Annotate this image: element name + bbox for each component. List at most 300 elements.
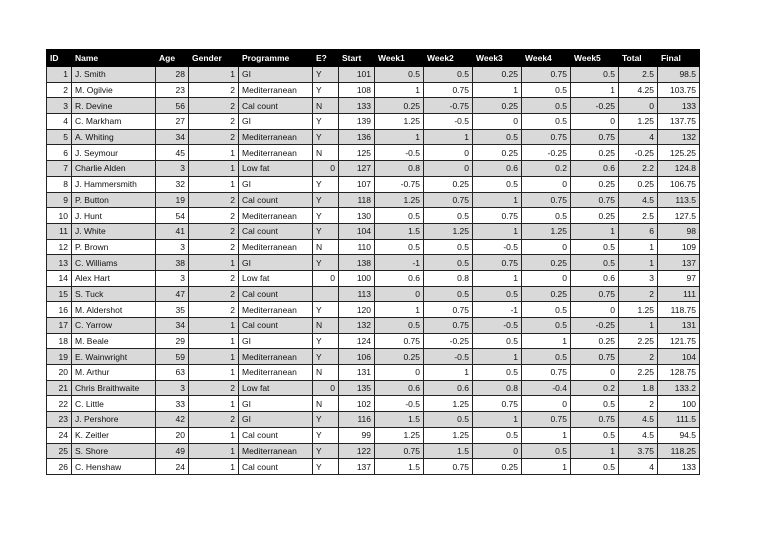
cell-final: 94.5 xyxy=(658,427,700,443)
cell-week4: 0.5 xyxy=(522,349,571,365)
cell-week1: 0.5 xyxy=(375,67,424,83)
table-row xyxy=(47,427,700,443)
cell-start: 127 xyxy=(339,161,375,177)
cell-start: 138 xyxy=(339,255,375,271)
cell-gender: 2 xyxy=(189,208,239,224)
cell-id: 20 xyxy=(47,365,72,381)
cell-week5: 0.5 xyxy=(571,255,619,271)
cell-start: 108 xyxy=(339,82,375,98)
cell-week2: 0.75 xyxy=(424,302,473,318)
column-header-name: Name xyxy=(72,50,156,67)
cell-gender: 2 xyxy=(189,302,239,318)
cell-id: 26 xyxy=(47,459,72,475)
cell-e: Y xyxy=(313,302,339,318)
table-row xyxy=(47,349,700,365)
cell-total: 1 xyxy=(619,255,658,271)
cell-final: 121.75 xyxy=(658,333,700,349)
cell-name: J. Hammersmith xyxy=(72,176,156,192)
cell-final: 98 xyxy=(658,223,700,239)
cell-start: 106 xyxy=(339,349,375,365)
table-row xyxy=(47,396,700,412)
cell-week2: 1 xyxy=(424,129,473,145)
cell-week5: 0.75 xyxy=(571,412,619,428)
cell-gender: 2 xyxy=(189,223,239,239)
column-header-week2: Week2 xyxy=(424,50,473,67)
cell-week1: 1 xyxy=(375,129,424,145)
cell-name: Charlie Alden xyxy=(72,161,156,177)
cell-e: Y xyxy=(313,443,339,459)
cell-week2: 0.25 xyxy=(424,176,473,192)
cell-start: 104 xyxy=(339,223,375,239)
cell-age: 35 xyxy=(156,302,189,318)
cell-name: C. Markham xyxy=(72,114,156,130)
table-row xyxy=(47,161,700,177)
cell-programme: Mediterranean xyxy=(239,239,313,255)
cell-total: 6 xyxy=(619,223,658,239)
cell-age: 20 xyxy=(156,427,189,443)
column-header-programme: Programme xyxy=(239,50,313,67)
cell-gender: 1 xyxy=(189,333,239,349)
cell-week5: 0.25 xyxy=(571,176,619,192)
cell-age: 23 xyxy=(156,82,189,98)
cell-week1: -0.75 xyxy=(375,176,424,192)
table-body xyxy=(47,67,700,475)
cell-week3: 1 xyxy=(473,192,522,208)
cell-final: 133 xyxy=(658,459,700,475)
cell-week3: 0.25 xyxy=(473,459,522,475)
cell-week1: 1 xyxy=(375,82,424,98)
cell-week2: 1 xyxy=(424,365,473,381)
cell-name: C. Little xyxy=(72,396,156,412)
cell-e: Y xyxy=(313,176,339,192)
table-row xyxy=(47,302,700,318)
cell-week1: 1.25 xyxy=(375,192,424,208)
cell-week4: 0.5 xyxy=(522,443,571,459)
cell-age: 42 xyxy=(156,412,189,428)
cell-week5: 0.25 xyxy=(571,145,619,161)
cell-total: 4.5 xyxy=(619,192,658,208)
cell-week3: 0.25 xyxy=(473,67,522,83)
cell-total: 2.2 xyxy=(619,161,658,177)
cell-age: 59 xyxy=(156,349,189,365)
cell-total: 1 xyxy=(619,318,658,334)
cell-week4: 0.25 xyxy=(522,255,571,271)
cell-week2: 0.5 xyxy=(424,208,473,224)
cell-age: 34 xyxy=(156,129,189,145)
cell-programme: GI xyxy=(239,412,313,428)
cell-e: Y xyxy=(313,223,339,239)
cell-e: N xyxy=(313,98,339,114)
column-header-total: Total xyxy=(619,50,658,67)
cell-start: 124 xyxy=(339,333,375,349)
cell-age: 49 xyxy=(156,443,189,459)
cell-week5: 0 xyxy=(571,365,619,381)
cell-name: Chris Braithwaite xyxy=(72,380,156,396)
cell-programme: Mediterranean xyxy=(239,82,313,98)
cell-week2: 0.75 xyxy=(424,318,473,334)
cell-final: 137.75 xyxy=(658,114,700,130)
cell-week2: 0 xyxy=(424,161,473,177)
table-row xyxy=(47,82,700,98)
cell-start: 113 xyxy=(339,286,375,302)
table-row xyxy=(47,380,700,396)
cell-week4: 0.5 xyxy=(522,208,571,224)
cell-start: 99 xyxy=(339,427,375,443)
cell-week4: -0.4 xyxy=(522,380,571,396)
cell-week5: 0.5 xyxy=(571,427,619,443)
cell-id: 17 xyxy=(47,318,72,334)
cell-gender: 1 xyxy=(189,443,239,459)
cell-gender: 2 xyxy=(189,129,239,145)
cell-id: 12 xyxy=(47,239,72,255)
cell-week2: 0.5 xyxy=(424,239,473,255)
cell-week5: 1 xyxy=(571,443,619,459)
cell-week3: 0 xyxy=(473,443,522,459)
cell-week3: 0.5 xyxy=(473,176,522,192)
cell-week4: 0.5 xyxy=(522,302,571,318)
cell-start: 137 xyxy=(339,459,375,475)
cell-name: M. Ogilvie xyxy=(72,82,156,98)
cell-age: 3 xyxy=(156,161,189,177)
cell-total: 1.25 xyxy=(619,302,658,318)
cell-age: 56 xyxy=(156,98,189,114)
cell-total: 1 xyxy=(619,239,658,255)
cell-e: Y xyxy=(313,333,339,349)
cell-programme: Cal count xyxy=(239,98,313,114)
cell-week2: 0 xyxy=(424,145,473,161)
cell-gender: 2 xyxy=(189,286,239,302)
cell-week2: 0.8 xyxy=(424,270,473,286)
cell-total: 2 xyxy=(619,349,658,365)
cell-final: 113.5 xyxy=(658,192,700,208)
cell-week1: 0.5 xyxy=(375,208,424,224)
cell-week1: 0.6 xyxy=(375,270,424,286)
cell-age: 3 xyxy=(156,239,189,255)
cell-age: 28 xyxy=(156,67,189,83)
cell-final: 111.5 xyxy=(658,412,700,428)
cell-week3: 0.25 xyxy=(473,98,522,114)
cell-week4: -0.25 xyxy=(522,145,571,161)
cell-start: 102 xyxy=(339,396,375,412)
cell-week5: 0 xyxy=(571,302,619,318)
cell-programme: Cal count xyxy=(239,318,313,334)
cell-name: J. White xyxy=(72,223,156,239)
cell-e: Y xyxy=(313,208,339,224)
cell-e xyxy=(313,286,339,302)
cell-gender: 2 xyxy=(189,412,239,428)
cell-total: -0.25 xyxy=(619,145,658,161)
cell-programme: GI xyxy=(239,114,313,130)
cell-id: 2 xyxy=(47,82,72,98)
cell-gender: 1 xyxy=(189,176,239,192)
cell-age: 3 xyxy=(156,270,189,286)
cell-e: 0 xyxy=(313,270,339,286)
cell-final: 132 xyxy=(658,129,700,145)
cell-week4: 0.75 xyxy=(522,129,571,145)
cell-e: Y xyxy=(313,427,339,443)
cell-week5: 0.25 xyxy=(571,208,619,224)
cell-id: 8 xyxy=(47,176,72,192)
cell-final: 103.75 xyxy=(658,82,700,98)
cell-week3: -0.5 xyxy=(473,239,522,255)
cell-week2: 1.5 xyxy=(424,443,473,459)
cell-e: 0 xyxy=(313,161,339,177)
cell-week4: 0.75 xyxy=(522,412,571,428)
cell-gender: 2 xyxy=(189,82,239,98)
cell-week5: 0 xyxy=(571,114,619,130)
cell-name: K. Zeitler xyxy=(72,427,156,443)
cell-week1: 1.5 xyxy=(375,459,424,475)
cell-week5: 0.75 xyxy=(571,349,619,365)
cell-age: 33 xyxy=(156,396,189,412)
cell-final: 109 xyxy=(658,239,700,255)
cell-week5: 0.6 xyxy=(571,270,619,286)
cell-week5: 0.5 xyxy=(571,239,619,255)
cell-total: 3.75 xyxy=(619,443,658,459)
table-row xyxy=(47,286,700,302)
cell-week5: -0.25 xyxy=(571,98,619,114)
cell-week1: -1 xyxy=(375,255,424,271)
cell-name: M. Aldershot xyxy=(72,302,156,318)
cell-age: 3 xyxy=(156,380,189,396)
cell-week4: 0.75 xyxy=(522,192,571,208)
cell-programme: Low fat xyxy=(239,161,313,177)
table-row xyxy=(47,318,700,334)
table-row xyxy=(47,208,700,224)
cell-total: 2.5 xyxy=(619,67,658,83)
cell-total: 4.5 xyxy=(619,427,658,443)
cell-gender: 1 xyxy=(189,427,239,443)
cell-e: Y xyxy=(313,67,339,83)
cell-programme: GI xyxy=(239,333,313,349)
cell-week2: 1.25 xyxy=(424,396,473,412)
data-table xyxy=(46,49,700,475)
cell-total: 2 xyxy=(619,286,658,302)
cell-id: 22 xyxy=(47,396,72,412)
cell-final: 124.8 xyxy=(658,161,700,177)
cell-week2: 0.5 xyxy=(424,255,473,271)
cell-id: 14 xyxy=(47,270,72,286)
cell-programme: Mediterranean xyxy=(239,145,313,161)
cell-programme: Low fat xyxy=(239,380,313,396)
cell-week4: 0.5 xyxy=(522,98,571,114)
cell-age: 24 xyxy=(156,459,189,475)
cell-week2: 0.5 xyxy=(424,67,473,83)
cell-week1: 0 xyxy=(375,286,424,302)
column-header-age: Age xyxy=(156,50,189,67)
cell-total: 4 xyxy=(619,459,658,475)
cell-gender: 2 xyxy=(189,192,239,208)
cell-week5: 0.6 xyxy=(571,161,619,177)
cell-week4: 0.5 xyxy=(522,318,571,334)
cell-final: 106.75 xyxy=(658,176,700,192)
cell-week3: 0.5 xyxy=(473,365,522,381)
cell-name: J. Seymour xyxy=(72,145,156,161)
cell-week4: 0.2 xyxy=(522,161,571,177)
cell-week1: 0.75 xyxy=(375,443,424,459)
cell-start: 100 xyxy=(339,270,375,286)
cell-e: N xyxy=(313,365,339,381)
cell-week3: 0.75 xyxy=(473,396,522,412)
cell-final: 133 xyxy=(658,98,700,114)
cell-name: S. Shore xyxy=(72,443,156,459)
cell-id: 19 xyxy=(47,349,72,365)
cell-week3: 1 xyxy=(473,349,522,365)
cell-e: Y xyxy=(313,255,339,271)
cell-week3: 0.5 xyxy=(473,129,522,145)
cell-name: R. Devine xyxy=(72,98,156,114)
cell-age: 32 xyxy=(156,176,189,192)
cell-week3: 0.75 xyxy=(473,208,522,224)
cell-week4: 0 xyxy=(522,396,571,412)
column-header-start: Start xyxy=(339,50,375,67)
table-row xyxy=(47,223,700,239)
cell-gender: 1 xyxy=(189,145,239,161)
cell-gender: 1 xyxy=(189,318,239,334)
cell-week1: 0.5 xyxy=(375,239,424,255)
cell-week1: 1 xyxy=(375,302,424,318)
cell-total: 0 xyxy=(619,98,658,114)
cell-name: A. Whiting xyxy=(72,129,156,145)
cell-gender: 1 xyxy=(189,161,239,177)
cell-e: Y xyxy=(313,349,339,365)
cell-id: 23 xyxy=(47,412,72,428)
cell-name: S. Tuck xyxy=(72,286,156,302)
cell-week5: 1 xyxy=(571,82,619,98)
cell-total: 1.8 xyxy=(619,380,658,396)
cell-gender: 1 xyxy=(189,255,239,271)
table-row xyxy=(47,239,700,255)
cell-week1: 1.5 xyxy=(375,223,424,239)
cell-programme: Mediterranean xyxy=(239,349,313,365)
cell-programme: Mediterranean xyxy=(239,302,313,318)
cell-week4: 1.25 xyxy=(522,223,571,239)
cell-week3: -0.5 xyxy=(473,318,522,334)
table-row xyxy=(47,270,700,286)
cell-week3: 1 xyxy=(473,82,522,98)
cell-start: 120 xyxy=(339,302,375,318)
column-header-week1: Week1 xyxy=(375,50,424,67)
cell-name: P. Brown xyxy=(72,239,156,255)
cell-week1: 0.8 xyxy=(375,161,424,177)
cell-name: C. Yarrow xyxy=(72,318,156,334)
cell-week2: -0.5 xyxy=(424,114,473,130)
cell-gender: 2 xyxy=(189,114,239,130)
table-row xyxy=(47,255,700,271)
table-row xyxy=(47,67,700,83)
cell-week2: -0.5 xyxy=(424,349,473,365)
table-row xyxy=(47,145,700,161)
cell-e: Y xyxy=(313,412,339,428)
cell-week3: 0.5 xyxy=(473,333,522,349)
cell-name: P. Button xyxy=(72,192,156,208)
cell-programme: GI xyxy=(239,255,313,271)
cell-start: 130 xyxy=(339,208,375,224)
cell-week4: 0.75 xyxy=(522,67,571,83)
cell-final: 97 xyxy=(658,270,700,286)
cell-start: 118 xyxy=(339,192,375,208)
cell-week4: 1 xyxy=(522,333,571,349)
cell-week4: 0.25 xyxy=(522,286,571,302)
cell-total: 0.25 xyxy=(619,176,658,192)
cell-programme: Mediterranean xyxy=(239,129,313,145)
cell-week2: -0.75 xyxy=(424,98,473,114)
cell-programme: GI xyxy=(239,67,313,83)
cell-week3: 0.5 xyxy=(473,286,522,302)
cell-e: Y xyxy=(313,82,339,98)
cell-week3: 0.5 xyxy=(473,427,522,443)
cell-programme: GI xyxy=(239,176,313,192)
cell-id: 10 xyxy=(47,208,72,224)
cell-gender: 2 xyxy=(189,270,239,286)
cell-age: 29 xyxy=(156,333,189,349)
cell-id: 11 xyxy=(47,223,72,239)
cell-total: 4 xyxy=(619,129,658,145)
cell-total: 3 xyxy=(619,270,658,286)
cell-total: 2 xyxy=(619,396,658,412)
cell-final: 125.25 xyxy=(658,145,700,161)
cell-final: 111 xyxy=(658,286,700,302)
cell-start: 133 xyxy=(339,98,375,114)
cell-id: 5 xyxy=(47,129,72,145)
cell-name: J. Smith xyxy=(72,67,156,83)
cell-programme: Cal count xyxy=(239,459,313,475)
cell-week4: 0 xyxy=(522,239,571,255)
cell-name: C. Williams xyxy=(72,255,156,271)
cell-gender: 1 xyxy=(189,459,239,475)
cell-start: 136 xyxy=(339,129,375,145)
cell-gender: 1 xyxy=(189,67,239,83)
column-header-week4: Week4 xyxy=(522,50,571,67)
cell-programme: Low fat xyxy=(239,270,313,286)
cell-programme: Cal count xyxy=(239,223,313,239)
cell-week1: 0 xyxy=(375,365,424,381)
cell-gender: 1 xyxy=(189,349,239,365)
cell-name: M. Beale xyxy=(72,333,156,349)
cell-week2: 1.25 xyxy=(424,427,473,443)
table-row xyxy=(47,98,700,114)
cell-id: 6 xyxy=(47,145,72,161)
cell-age: 45 xyxy=(156,145,189,161)
cell-age: 27 xyxy=(156,114,189,130)
cell-id: 3 xyxy=(47,98,72,114)
cell-e: Y xyxy=(313,192,339,208)
cell-week5: -0.25 xyxy=(571,318,619,334)
table-row xyxy=(47,176,700,192)
cell-gender: 2 xyxy=(189,380,239,396)
cell-id: 16 xyxy=(47,302,72,318)
cell-week5: 0.75 xyxy=(571,286,619,302)
cell-id: 4 xyxy=(47,114,72,130)
cell-final: 128.75 xyxy=(658,365,700,381)
cell-gender: 2 xyxy=(189,239,239,255)
cell-programme: Cal count xyxy=(239,286,313,302)
cell-final: 100 xyxy=(658,396,700,412)
table-row xyxy=(47,192,700,208)
cell-week2: -0.25 xyxy=(424,333,473,349)
cell-final: 104 xyxy=(658,349,700,365)
table-row xyxy=(47,459,700,475)
table-row xyxy=(47,365,700,381)
cell-start: 125 xyxy=(339,145,375,161)
cell-age: 47 xyxy=(156,286,189,302)
table-row xyxy=(47,443,700,459)
cell-final: 127.5 xyxy=(658,208,700,224)
cell-start: 132 xyxy=(339,318,375,334)
cell-id: 9 xyxy=(47,192,72,208)
cell-programme: Mediterranean xyxy=(239,208,313,224)
cell-week5: 0.5 xyxy=(571,459,619,475)
